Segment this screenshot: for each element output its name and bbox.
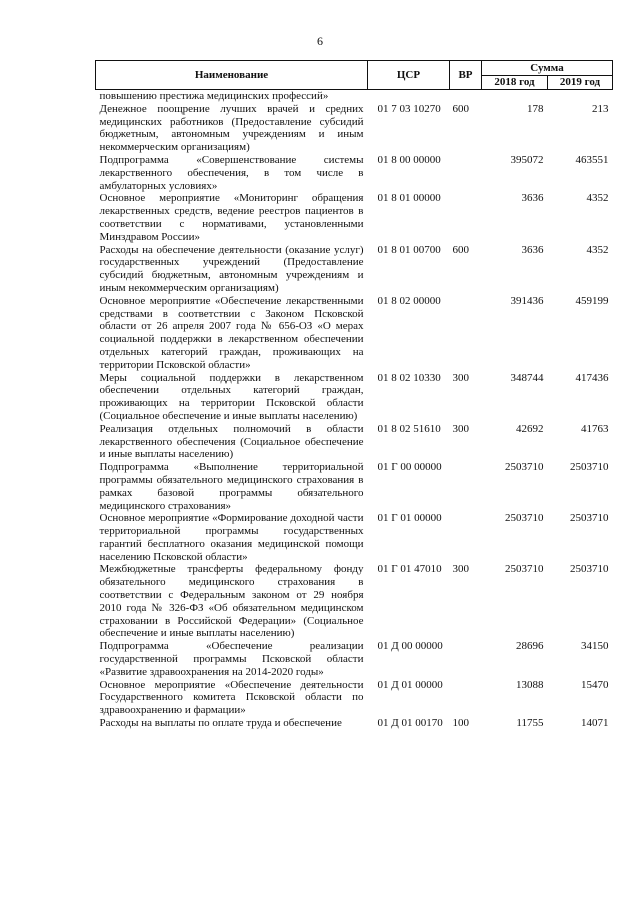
row-2019: 417436 bbox=[575, 371, 609, 384]
table-row bbox=[96, 244, 613, 295]
row-2018: 3636 bbox=[521, 243, 544, 256]
row-name: Подпрограмма «Совершенствование системы лекарственного обеспечения, в том числе в амбулаторных условиях» bbox=[99, 153, 364, 192]
row-2019: 2503710 bbox=[570, 563, 609, 576]
table-row bbox=[96, 192, 613, 243]
table-row bbox=[96, 512, 613, 563]
header-vr: ВР bbox=[450, 61, 482, 90]
row-2019: 2503710 bbox=[570, 461, 609, 474]
row-2019: 4352 bbox=[586, 192, 609, 205]
row-2019: 14071 bbox=[581, 717, 609, 730]
row-2019: 2503710 bbox=[570, 512, 609, 525]
row-2018: 42692 bbox=[516, 422, 544, 435]
row-csr: 01 Г 00 00000 bbox=[377, 461, 442, 474]
row-2018: 391436 bbox=[510, 294, 544, 307]
row-vr bbox=[450, 295, 482, 372]
table-row bbox=[96, 295, 613, 372]
row-vr: 600 bbox=[452, 102, 469, 115]
row-csr bbox=[368, 90, 450, 103]
row-2019 bbox=[548, 90, 613, 103]
row-csr: 01 7 03 10270 bbox=[377, 102, 441, 115]
row-vr: 300 bbox=[452, 422, 469, 435]
row-vr bbox=[450, 154, 482, 192]
row-csr: 01 8 02 10330 bbox=[377, 371, 441, 384]
row-2019: 213 bbox=[592, 102, 609, 115]
row-name: Меры социальной поддержки в лекарственном обеспечении отдельных категорий граждан, проживающих на территории Псковской области (Социальное обеспечение и иные выплаты населению) bbox=[99, 371, 364, 422]
row-name: Межбюджетные трансферты федеральному фонду обязательного медицинского страхования в соответствии с Федеральным законом от 29 ноября 2010 года № 326-ФЗ «Об обязательном медицинском страховании в Российской Федерации» (Социальное обеспечение и иные выплаты населению) bbox=[99, 563, 364, 640]
table-row bbox=[96, 103, 613, 154]
row-csr: 01 Д 01 00170 bbox=[377, 717, 443, 730]
row-name: Расходы на выплаты по оплате труда и обеспечение bbox=[99, 717, 342, 730]
table-body bbox=[96, 90, 613, 730]
row-vr bbox=[450, 679, 482, 717]
row-vr bbox=[450, 90, 482, 103]
row-2018: 2503710 bbox=[505, 461, 544, 474]
row-2018: 3636 bbox=[521, 192, 544, 205]
row-2019: 34150 bbox=[581, 640, 609, 653]
row-2019: 463551 bbox=[575, 153, 609, 166]
row-name: Денежное поощрение лучших врачей и средних медицинских работников (Предоставление субсидий бюджетным, автономным учреждениям и иным некоммерческим организациям) bbox=[99, 102, 364, 154]
row-csr: 01 8 00 00000 bbox=[377, 153, 441, 166]
table-row bbox=[96, 563, 613, 640]
row-2018: 178 bbox=[527, 102, 544, 115]
row-name: Реализация отдельных полномочий в области лекарственного обеспечения (Социальное обеспечение и иные выплаты населению) bbox=[99, 422, 364, 461]
header-2018: 2018 год bbox=[482, 76, 548, 90]
table-row bbox=[96, 461, 613, 512]
budget-table bbox=[95, 60, 613, 730]
page-number: 6 bbox=[317, 34, 323, 48]
table-row bbox=[96, 717, 613, 730]
row-name: Основное мероприятие «Формирование доходной части территориальной программы государственных гарантий бесплатного оказания медицинской помощи населению Псковской области» bbox=[99, 512, 364, 563]
header-2019: 2019 год bbox=[548, 76, 613, 90]
row-name: Основное мероприятие «Обеспечение деятельности Государственного комитета Псковской области по здравоохранению и фармации» bbox=[99, 678, 364, 717]
row-name: Основное мероприятие «Обеспечение лекарственными средствами в соответствии с Законом Псковской области от 26 апреля 2007 года № 656-ОЗ «О мерах социальной поддержки в лекарственном обеспечении отдельных категорий граждан, проживающих на территории Псковской области» bbox=[99, 294, 364, 371]
row-vr bbox=[450, 192, 482, 243]
table-row bbox=[96, 423, 613, 461]
row-2019: 41763 bbox=[581, 422, 609, 435]
row-name: повышению престижа медицинских профессий» bbox=[99, 90, 329, 102]
row-2018: 11755 bbox=[516, 717, 544, 730]
row-2018: 348744 bbox=[510, 371, 544, 384]
table-row bbox=[96, 679, 613, 717]
row-vr: 300 bbox=[452, 371, 469, 384]
row-csr: 01 Г 01 00000 bbox=[377, 512, 442, 525]
row-name: Основное мероприятие «Мониторинг обращения лекарственных средств, ведение реестров пациентов в соответствии с нормативами, установленными Минздравом России» bbox=[99, 192, 364, 243]
row-csr: 01 8 02 51610 bbox=[377, 422, 441, 435]
header-name: Наименование bbox=[96, 61, 368, 90]
header-csr: ЦСР bbox=[368, 61, 450, 90]
row-2018: 395072 bbox=[510, 153, 544, 166]
row-2019: 15470 bbox=[581, 678, 609, 691]
row-vr: 300 bbox=[452, 563, 469, 576]
table-header bbox=[96, 61, 613, 90]
row-csr: 01 8 01 00000 bbox=[377, 192, 441, 205]
row-csr: 01 Д 01 00000 bbox=[377, 678, 443, 691]
row-2018: 2503710 bbox=[505, 512, 544, 525]
table-row bbox=[96, 640, 613, 678]
row-2019: 459199 bbox=[575, 294, 609, 307]
row-2019: 4352 bbox=[586, 243, 609, 256]
table-row bbox=[96, 154, 613, 192]
row-csr: 01 8 02 00000 bbox=[377, 294, 441, 307]
row-vr: 600 bbox=[452, 243, 469, 256]
table-row bbox=[96, 90, 613, 103]
row-2018: 28696 bbox=[516, 640, 544, 653]
header-sum: Сумма bbox=[482, 61, 613, 76]
table-row bbox=[96, 372, 613, 423]
row-vr bbox=[450, 512, 482, 563]
row-vr: 100 bbox=[452, 717, 469, 730]
row-vr bbox=[450, 461, 482, 512]
row-vr bbox=[450, 640, 482, 678]
row-2018 bbox=[482, 90, 548, 103]
row-csr: 01 8 01 00700 bbox=[377, 243, 441, 256]
row-2018: 2503710 bbox=[505, 563, 544, 576]
row-csr: 01 Д 00 00000 bbox=[377, 640, 443, 653]
row-name: Расходы на обеспечение деятельности (оказание услуг) государственных учреждений (Предоставление субсидий бюджетным, автономным учреждениям и иным некоммерческим организациям) bbox=[99, 243, 364, 294]
row-2018: 13088 bbox=[516, 678, 544, 691]
row-name: Подпрограмма «Обеспечение реализации государственной программы Псковской области «Развитие здравоохранения на 2014-2020 годы» bbox=[99, 640, 364, 678]
row-csr: 01 Г 01 47010 bbox=[377, 563, 442, 576]
row-name: Подпрограмма «Выполнение территориальной программы обязательного медицинского страхования в рамках базовой программы обязательного медицинского страхования» bbox=[99, 461, 364, 512]
